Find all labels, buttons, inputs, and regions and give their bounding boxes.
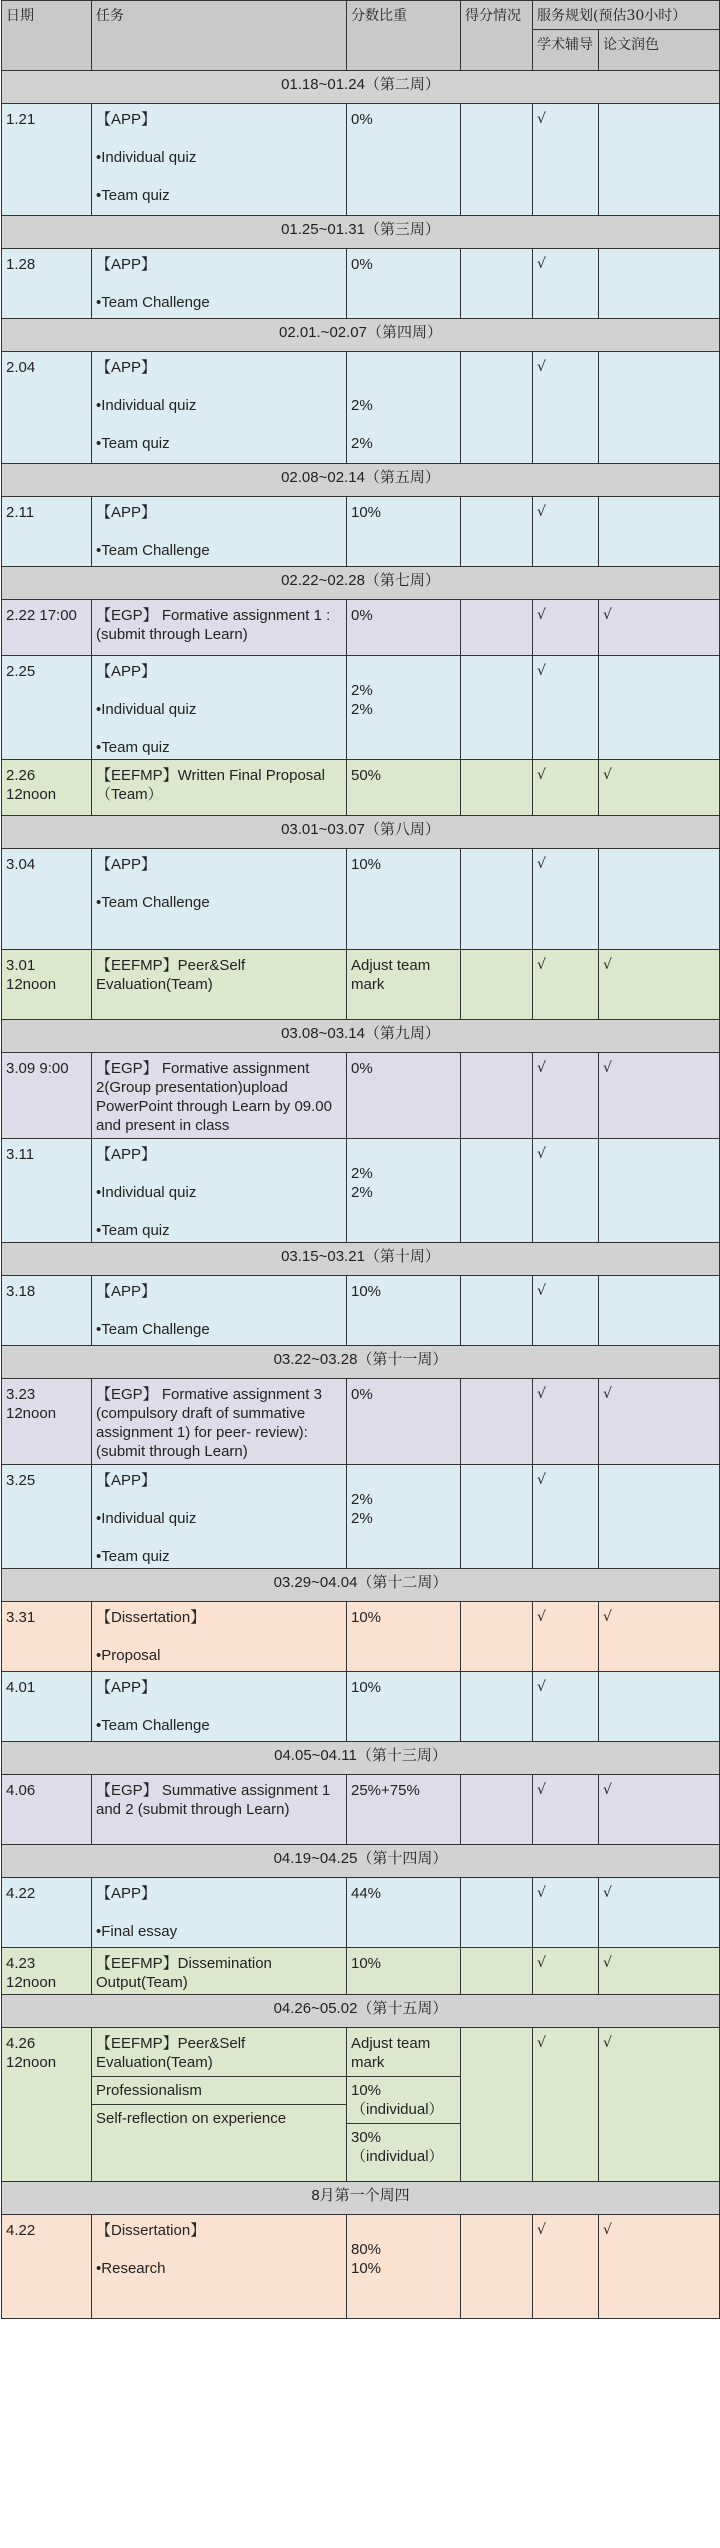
date-cell: 3.18: [2, 1276, 92, 1346]
week-row: [2, 464, 720, 497]
task-cell: [92, 497, 347, 567]
table-row: [2, 760, 720, 816]
task-title: 【APP】: [96, 663, 157, 680]
task-title: 【APP】: [96, 1679, 157, 1696]
weight-cell: 50%: [347, 760, 461, 816]
polishing-cell: [599, 104, 720, 216]
score-cell: [461, 1379, 533, 1465]
weight-cell: 10%: [347, 849, 461, 950]
schedule-table: [1, 0, 720, 2319]
date-cell: 3.01 12noon: [2, 950, 92, 1020]
task-cell: 【EGP】 Formative assignment 3 (compulsory draft of summative assignment 1) for peer- review): (submit through Learn): [92, 1379, 347, 1465]
score-cell: [461, 1672, 533, 1742]
table-row: [2, 1465, 720, 1569]
table-row: [2, 1276, 720, 1346]
task-item: • Individual quiz: [96, 1509, 342, 1528]
week-label: 01.18~01.24（第二周）: [2, 71, 720, 104]
table-row: [2, 104, 720, 216]
weight-value: 80%: [351, 2241, 382, 2258]
date-cell: 1.21: [2, 104, 92, 216]
polishing-check: √: [599, 760, 720, 816]
task-item: • Team quiz: [96, 186, 342, 205]
week-row: [2, 816, 720, 849]
polishing-check: √: [599, 1053, 720, 1139]
table-row: [2, 1139, 720, 1243]
task-cell: [92, 1465, 347, 1569]
polishing-cell: [599, 656, 720, 760]
weight-cell: 10%: [347, 497, 461, 567]
task-cell: [92, 249, 347, 319]
task-cell: [92, 1276, 347, 1346]
polishing-cell: [599, 1672, 720, 1742]
polishing-cell: [599, 497, 720, 567]
task-title: 【Dissertation】: [96, 2222, 206, 2239]
week-row: [2, 1020, 720, 1053]
weight-cell: 25%+75%: [347, 1775, 461, 1845]
task-cell: [92, 2215, 347, 2319]
task-item: • Team quiz: [96, 1547, 342, 1566]
score-cell: [461, 656, 533, 760]
date-cell: 2.26 12noon: [2, 760, 92, 816]
header-task: 任务: [92, 1, 347, 71]
week-row: [2, 1742, 720, 1775]
week-row: [2, 216, 720, 249]
task-cell: [92, 1672, 347, 1742]
score-cell: [461, 497, 533, 567]
date-cell: 3.09 9:00: [2, 1053, 92, 1139]
table-row: [2, 950, 720, 1020]
task-item: • Team quiz: [96, 434, 342, 453]
date-cell: 4.22: [2, 1878, 92, 1948]
task-cell: [92, 656, 347, 760]
date-cell: 2.11: [2, 497, 92, 567]
weight-cell: [347, 2215, 461, 2319]
week-label: 04.19~04.25（第十四周）: [2, 1845, 720, 1878]
weight-cell: [347, 352, 461, 464]
weight-cell: Adjust team mark: [347, 950, 461, 1020]
task-item: • Final essay: [96, 1922, 342, 1941]
score-cell: [461, 352, 533, 464]
weight-cell: [347, 1465, 461, 1569]
weight-value: 10%: [351, 2260, 382, 2277]
score-cell: [461, 2215, 533, 2319]
week-label: 04.26~05.02（第十五周）: [2, 1995, 720, 2028]
score-cell: [461, 1775, 533, 1845]
weight-cell: 44%: [347, 1878, 461, 1948]
header-polishing: 论文润色: [599, 30, 720, 71]
table-row: [2, 352, 720, 464]
tutoring-check: √: [533, 1465, 599, 1569]
tutoring-check: √: [533, 1775, 599, 1845]
task-item: • Proposal: [96, 1646, 342, 1665]
weight-cell: 0%: [347, 1053, 461, 1139]
week-row: [2, 1346, 720, 1379]
task-cell: [92, 1878, 347, 1948]
weight-value: 2%: [351, 397, 373, 414]
tutoring-check: √: [533, 760, 599, 816]
polishing-cell: [599, 1276, 720, 1346]
task-cell: 【EGP】 Formative assignment 2(Group presentation)upload PowerPoint through Learn by 09.00 and present in class: [92, 1053, 347, 1139]
polishing-check: √: [599, 1379, 720, 1465]
weight-value: 2%: [351, 1184, 373, 1201]
week-label: 03.22~03.28（第十一周）: [2, 1346, 720, 1379]
polishing-check: √: [599, 950, 720, 1020]
weight-cell: 0%: [347, 1379, 461, 1465]
tutoring-check: √: [533, 1878, 599, 1948]
polishing-check: √: [599, 2028, 720, 2182]
weight-cell: 10%: [347, 1276, 461, 1346]
polishing-check: √: [599, 1878, 720, 1948]
weight-value: 2%: [351, 435, 373, 452]
table-row: [2, 2028, 720, 2182]
date-cell: 2.25: [2, 656, 92, 760]
table-row: [2, 600, 720, 656]
polishing-check: √: [599, 2215, 720, 2319]
polishing-check: √: [599, 1602, 720, 1672]
date-cell: 4.06: [2, 1775, 92, 1845]
task-cell: [92, 1602, 347, 1672]
score-cell: [461, 2028, 533, 2182]
task-title: 【Dissertation】: [96, 1609, 206, 1626]
task-title: 【APP】: [96, 1283, 157, 1300]
table-row: [2, 2215, 720, 2319]
score-cell: [461, 1948, 533, 1995]
tutoring-check: √: [533, 1139, 599, 1243]
task-title: 【EEFMP】Peer&Self Evaluation(Team): [96, 2035, 246, 2071]
header-service: 服务规划(预估30小时）: [533, 1, 720, 30]
date-cell: 1.28: [2, 249, 92, 319]
task-item: • Individual quiz: [96, 1183, 342, 1202]
weight-value: 2%: [351, 701, 373, 718]
task-item: • Team Challenge: [96, 893, 342, 912]
tutoring-check: √: [533, 1672, 599, 1742]
polishing-cell: [599, 249, 720, 319]
polishing-cell: [599, 1139, 720, 1243]
task-cell: 【EGP】 Summative assignment 1 and 2 (submit through Learn): [92, 1775, 347, 1845]
date-cell: 2.22 17:00: [2, 600, 92, 656]
week-row: [2, 1995, 720, 2028]
tutoring-check: √: [533, 1379, 599, 1465]
score-cell: [461, 249, 533, 319]
tutoring-check: √: [533, 104, 599, 216]
weight-cell: 10%: [347, 1948, 461, 1995]
table-row: [2, 1948, 720, 1995]
table-row: [2, 1053, 720, 1139]
task-item: • Individual quiz: [96, 396, 342, 415]
task-item: Self-reflection on experience: [96, 2110, 287, 2127]
task-title: 【APP】: [96, 856, 157, 873]
header-score: 得分情况: [461, 1, 533, 71]
week-label: 03.08~03.14（第九周）: [2, 1020, 720, 1053]
polishing-cell: [599, 849, 720, 950]
task-title: 【APP】: [96, 1146, 157, 1163]
score-cell: [461, 760, 533, 816]
table-row: [2, 1379, 720, 1465]
date-cell: 4.26 12noon: [2, 2028, 92, 2182]
score-cell: [461, 104, 533, 216]
weight-cell: 0%: [347, 600, 461, 656]
weight-cell: 10%: [347, 1672, 461, 1742]
tutoring-check: √: [533, 497, 599, 567]
tutoring-check: √: [533, 1053, 599, 1139]
week-label: 03.01~03.07（第八周）: [2, 816, 720, 849]
weight-cell: 10%: [347, 1602, 461, 1672]
tutoring-check: √: [533, 2215, 599, 2319]
weight-value: 2%: [351, 1510, 373, 1527]
table-row: [2, 497, 720, 567]
header-date: 日期: [2, 1, 92, 71]
week-row: [2, 567, 720, 600]
task-title: 【APP】: [96, 504, 157, 521]
weight-value: 2%: [351, 682, 373, 699]
score-cell: [461, 849, 533, 950]
polishing-check: √: [599, 600, 720, 656]
table-row: [2, 1672, 720, 1742]
table-row: [2, 249, 720, 319]
week-label: 8月第一个周四: [2, 2182, 720, 2215]
task-cell: [92, 352, 347, 464]
task-cell: [92, 2028, 347, 2182]
date-cell: 4.22: [2, 2215, 92, 2319]
header-tutoring: 学术辅导: [533, 30, 599, 71]
week-row: [2, 71, 720, 104]
weight-value: 30%（individual）: [351, 2129, 444, 2165]
task-item: • Team quiz: [96, 738, 342, 757]
weight-value: 2%: [351, 1165, 373, 1182]
week-row: [2, 319, 720, 352]
score-cell: [461, 1276, 533, 1346]
weight-value: 10%（individual）: [351, 2082, 444, 2118]
weight-cell: [347, 1139, 461, 1243]
polishing-check: √: [599, 1775, 720, 1845]
week-label: 04.05~04.11（第十三周）: [2, 1742, 720, 1775]
week-row: [2, 1243, 720, 1276]
table-row: [2, 656, 720, 760]
tutoring-check: √: [533, 1948, 599, 1995]
task-item: • Team Challenge: [96, 541, 342, 560]
weight-value: Adjust team mark: [351, 2035, 431, 2071]
task-item: • Individual quiz: [96, 700, 342, 719]
task-cell: [92, 1139, 347, 1243]
task-cell: [92, 104, 347, 216]
score-cell: [461, 1602, 533, 1672]
tutoring-check: √: [533, 1602, 599, 1672]
task-title: 【APP】: [96, 256, 157, 273]
date-cell: 4.23 12noon: [2, 1948, 92, 1995]
date-cell: 3.11: [2, 1139, 92, 1243]
task-item: • Research: [96, 2259, 342, 2278]
weight-cell: 0%: [347, 104, 461, 216]
header-row: [2, 1, 720, 30]
polishing-check: √: [599, 1948, 720, 1995]
score-cell: [461, 1878, 533, 1948]
task-cell: 【EGP】 Formative assignment 1 : (submit through Learn): [92, 600, 347, 656]
date-cell: 3.31: [2, 1602, 92, 1672]
task-item: • Individual quiz: [96, 148, 342, 167]
task-title: 【APP】: [96, 111, 157, 128]
week-row: [2, 1569, 720, 1602]
week-label: 02.22~02.28（第七周）: [2, 567, 720, 600]
week-label: 01.25~01.31（第三周）: [2, 216, 720, 249]
table-row: [2, 849, 720, 950]
table-row: [2, 1878, 720, 1948]
task-title: 【APP】: [96, 359, 157, 376]
score-cell: [461, 950, 533, 1020]
table-row: [2, 1602, 720, 1672]
score-cell: [461, 1465, 533, 1569]
week-label: 03.15~03.21（第十周）: [2, 1243, 720, 1276]
week-label: 02.01.~02.07（第四周）: [2, 319, 720, 352]
weight-cell: [347, 656, 461, 760]
weight-cell: [347, 2028, 461, 2182]
task-item: • Team Challenge: [96, 1716, 342, 1735]
date-cell: 3.23 12noon: [2, 1379, 92, 1465]
task-title: 【APP】: [96, 1472, 157, 1489]
tutoring-check: √: [533, 600, 599, 656]
week-row: [2, 1845, 720, 1878]
tutoring-check: √: [533, 352, 599, 464]
task-item: Professionalism: [96, 2082, 202, 2099]
week-row: [2, 2182, 720, 2215]
tutoring-check: √: [533, 849, 599, 950]
tutoring-check: √: [533, 2028, 599, 2182]
score-cell: [461, 1053, 533, 1139]
weight-value: 2%: [351, 1491, 373, 1508]
tutoring-check: √: [533, 1276, 599, 1346]
header-weight: 分数比重: [347, 1, 461, 71]
score-cell: [461, 1139, 533, 1243]
tutoring-check: √: [533, 656, 599, 760]
task-item: • Team Challenge: [96, 1320, 342, 1339]
date-cell: 4.01: [2, 1672, 92, 1742]
weight-cell: 0%: [347, 249, 461, 319]
polishing-cell: [599, 1465, 720, 1569]
week-label: 02.08~02.14（第五周）: [2, 464, 720, 497]
date-cell: 2.04: [2, 352, 92, 464]
task-cell: 【EEFMP】Dissemination Output(Team): [92, 1948, 347, 1995]
score-cell: [461, 600, 533, 656]
task-title: 【APP】: [96, 1885, 157, 1902]
task-cell: [92, 849, 347, 950]
table-row: [2, 1775, 720, 1845]
date-cell: 3.25: [2, 1465, 92, 1569]
task-item: • Team Challenge: [96, 293, 342, 312]
date-cell: 3.04: [2, 849, 92, 950]
polishing-cell: [599, 352, 720, 464]
tutoring-check: √: [533, 249, 599, 319]
week-label: 03.29~04.04（第十二周）: [2, 1569, 720, 1602]
task-cell: 【EEFMP】Peer&Self Evaluation(Team): [92, 950, 347, 1020]
task-item: • Team quiz: [96, 1221, 342, 1240]
task-cell: 【EEFMP】Written Final Proposal（Team）: [92, 760, 347, 816]
tutoring-check: √: [533, 950, 599, 1020]
